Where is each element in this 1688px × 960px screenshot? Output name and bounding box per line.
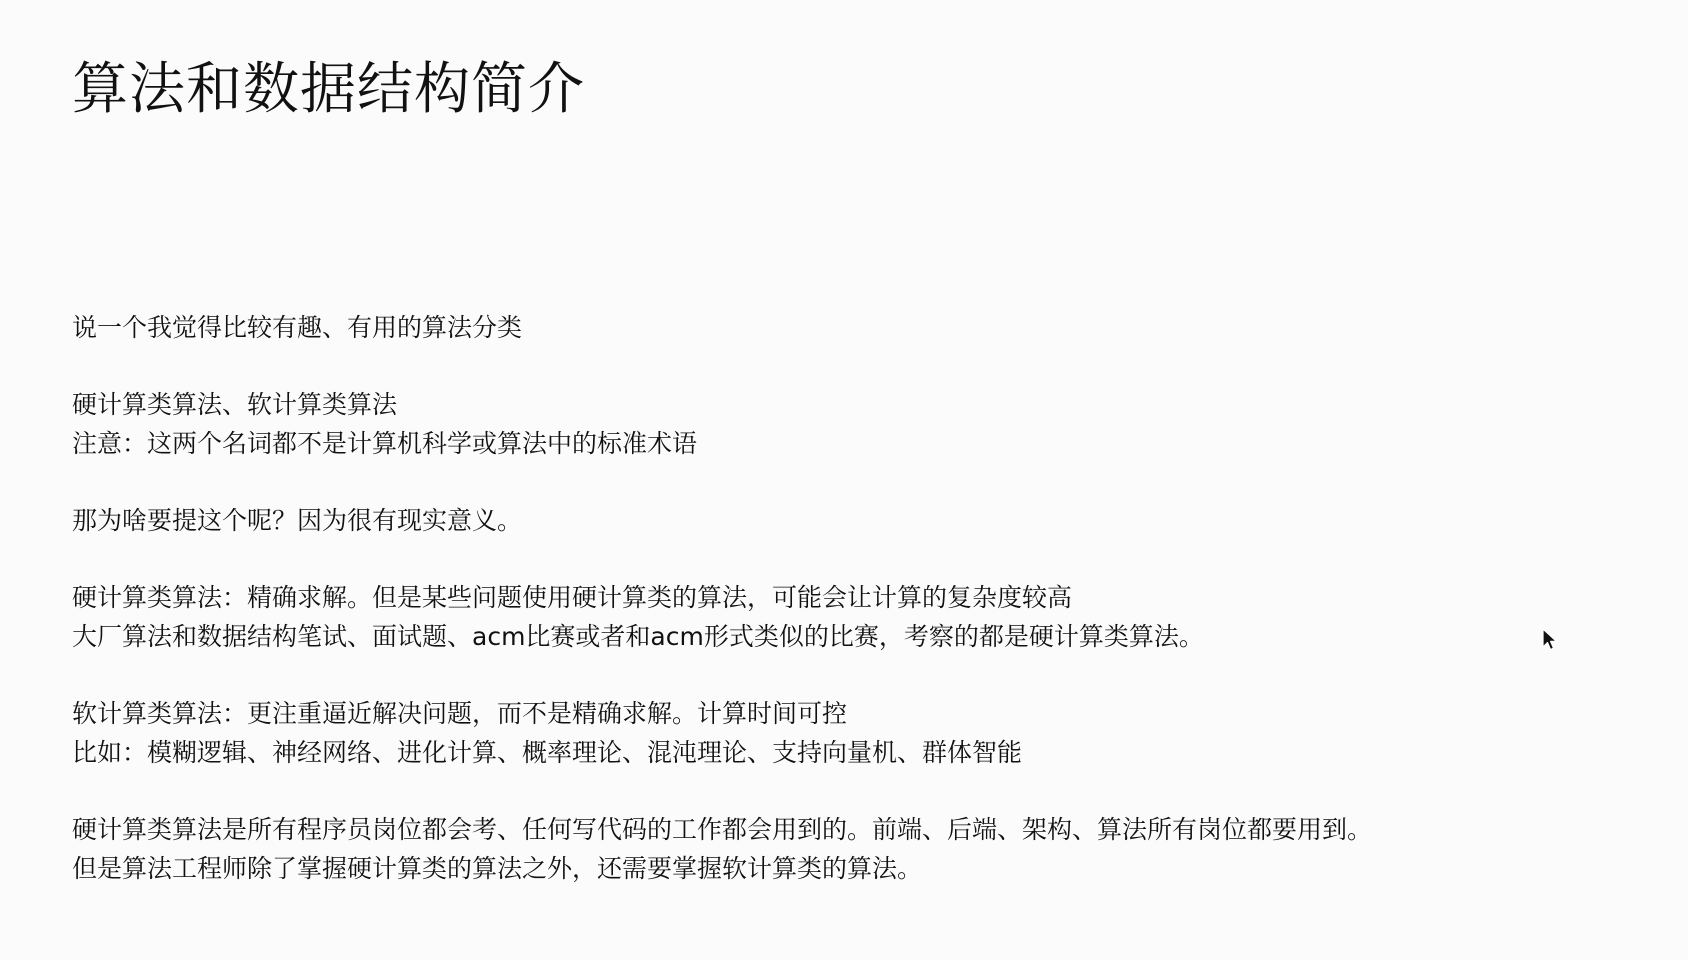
paragraph-classification (72, 385, 1632, 463)
text-line: 说一个我觉得比较有趣、有用的算法分类 (72, 313, 523, 342)
text-line: 硬计算类算法：精确求解。但是某些问题使用硬计算类的算法，可能会让计算的复杂度较高 (72, 583, 1073, 612)
mouse-pointer-icon (1542, 628, 1558, 652)
paragraph-summary (72, 810, 1632, 888)
text-line: 那为啥要提这个呢？因为很有现实意义。 (72, 506, 523, 535)
text-line: 硬计算类算法是所有程序员岗位都会考、任何写代码的工作都会用到的。前端、后端、架构、算法所有岗位都要用到。 (72, 815, 1373, 844)
paragraph-soft-computing (72, 694, 1632, 772)
text-line: 注意：这两个名词都不是计算机科学或算法中的标准术语 (72, 429, 698, 458)
page-title: 算法和数据结构简介 (72, 57, 585, 122)
text-line: 但是算法工程师除了掌握硬计算类的算法之外，还需要掌握软计算类的算法。 (72, 854, 923, 883)
text-line: 硬计算类算法、软计算类算法 (72, 390, 398, 419)
paragraph-intro (72, 308, 1632, 347)
text-line: 比如：模糊逻辑、神经网络、进化计算、概率理论、混沌理论、支持向量机、群体智能 (72, 738, 1023, 767)
paragraph-why (72, 501, 1632, 540)
text-line: 软计算类算法：更注重逼近解决问题，而不是精确求解。计算时间可控 (72, 699, 848, 728)
text-line: 大厂算法和数据结构笔试、面试题、acm比赛或者和acm形式类似的比赛，考察的都是硬计算类算法。 (72, 622, 1204, 651)
slide-body (72, 308, 1632, 926)
paragraph-hard-computing (72, 578, 1632, 656)
